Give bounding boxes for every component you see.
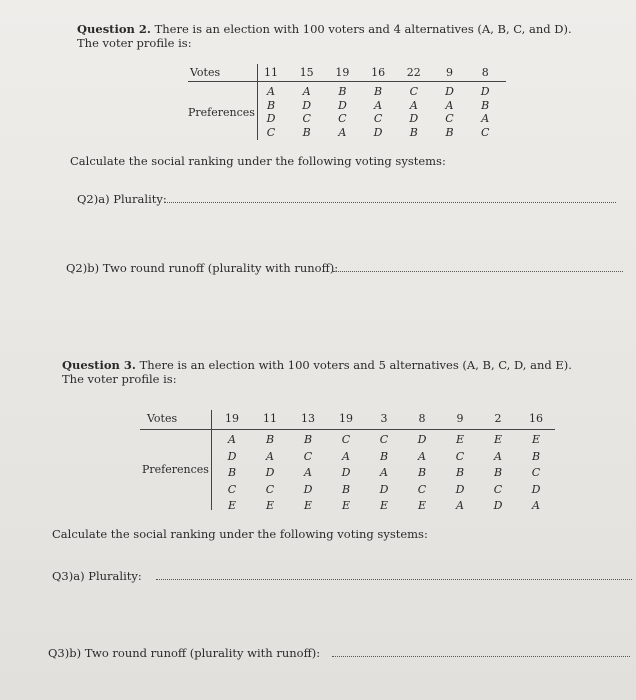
votes-count-col-1: 11 [264, 66, 278, 79]
votes-label: Votes [190, 66, 221, 79]
preference-cell: D [455, 482, 465, 496]
votes-count-col-1: 19 [225, 412, 239, 425]
preference-cell: E [493, 433, 503, 446]
votes-count-col-5: 22 [406, 66, 421, 79]
preference-cell: B [227, 466, 237, 479]
preferences-label: Preferences [142, 463, 209, 476]
preference-cell: A [374, 98, 383, 112]
q2b-runoff-label: Q2)b) Two round runoff (plurality with runoff): [66, 261, 339, 275]
preference-cell: E [265, 499, 275, 512]
table-divider-vertical [211, 410, 212, 510]
preference-cell: C [338, 112, 347, 125]
preference-cell: A [266, 449, 274, 463]
preference-cell: C [409, 85, 418, 98]
preference-cell: B [265, 433, 275, 446]
preference-cell: D [417, 433, 427, 446]
preference-cell: C [227, 482, 237, 496]
preferences-label: Preferences [188, 106, 255, 119]
question-3-text-line2: The voter profile is: [62, 372, 177, 386]
votes-count-col-6: 8 [418, 412, 426, 425]
votes-label: Votes [147, 412, 178, 425]
preference-cell: D [480, 85, 490, 98]
votes-count-col-9: 16 [529, 412, 543, 425]
question-2-text-line2: The voter profile is: [77, 36, 192, 50]
preference-cell: D [379, 482, 389, 496]
question-2-heading: Question 2. [77, 22, 151, 36]
q3a-answer-line[interactable] [156, 579, 632, 580]
preference-cell: E [417, 499, 427, 512]
votes-count-col-7: 9 [456, 412, 464, 425]
preference-cell: D [409, 112, 419, 125]
preference-cell: E [303, 499, 313, 512]
preference-cell: D [302, 98, 312, 112]
preference-cell: E [531, 433, 541, 446]
preference-cell: A [338, 125, 347, 139]
question-3-text-line1: There is an election with 100 voters and 5 alternatives (A, B, C, D, and E). [139, 358, 572, 372]
preference-cell: D [493, 499, 503, 512]
preference-cell: A [304, 466, 312, 479]
preference-cell: D [303, 482, 313, 496]
preference-cell: B [374, 85, 383, 98]
preference-cell: C [455, 449, 465, 463]
preference-cell: D [445, 85, 454, 98]
preference-cell: B [303, 433, 313, 446]
question-3-calc-instruction: Calculate the social ranking under the following voting systems: [52, 527, 428, 541]
preference-cell: A [228, 433, 236, 446]
q3a-plurality-label: Q3)a) Plurality: [52, 569, 142, 583]
preference-cell: A [267, 85, 275, 98]
preference-cell: D [227, 449, 237, 463]
preference-cell: D [373, 125, 383, 139]
preference-cell: C [417, 482, 427, 496]
preference-cell: E [455, 433, 465, 446]
preference-cell: A [380, 466, 388, 479]
preference-cell: D [337, 98, 347, 112]
preference-cell: B [455, 466, 465, 479]
preference-cell: B [302, 125, 311, 139]
preference-cell: B [493, 466, 503, 479]
q2a-plurality-label: Q2)a) Plurality: [77, 192, 167, 206]
votes-count-col-4: 19 [339, 412, 353, 425]
preference-cell: A [302, 85, 311, 98]
question-2-text-line1: There is an election with 100 voters and 4 alternatives (A, B, C, and D). [154, 22, 572, 36]
question-2-calc-instruction: Calculate the social ranking under the following voting systems: [70, 154, 446, 168]
votes-count-col-2: 15 [299, 66, 314, 79]
preference-cell: B [409, 125, 418, 139]
preference-cell: D [341, 466, 351, 479]
preference-cell: B [338, 85, 347, 98]
votes-count-col-6: 9 [446, 66, 453, 79]
preference-cell: E [341, 499, 351, 512]
q3b-runoff-label: Q3)b) Two round runoff (plurality with runoff): [48, 646, 321, 660]
votes-count-col-7: 8 [481, 66, 489, 79]
preference-cell: C [379, 433, 389, 446]
preference-cell: B [341, 482, 351, 496]
preference-cell: D [531, 482, 541, 496]
preference-cell: C [493, 482, 503, 496]
votes-count-col-8: 2 [494, 412, 502, 425]
preference-cell: C [303, 449, 313, 463]
q3b-answer-line[interactable] [332, 656, 630, 657]
preference-cell: C [373, 112, 383, 125]
preference-cell: C [341, 433, 351, 446]
votes-count-col-3: 19 [335, 66, 350, 79]
votes-count-col-5: 3 [380, 412, 388, 425]
votes-count-col-3: 13 [301, 412, 315, 425]
preference-cell: C [302, 112, 311, 125]
preference-cell: C [480, 125, 490, 139]
preference-cell: A [409, 98, 418, 112]
preference-cell: A [342, 449, 350, 463]
preference-cell: E [379, 499, 389, 512]
preference-cell: B [481, 98, 490, 112]
preference-cell: B [531, 449, 541, 463]
question-3-heading: Question 3. [62, 358, 136, 372]
preference-cell: E [227, 499, 237, 512]
preference-cell: B [417, 466, 427, 479]
preference-cell: A [456, 499, 464, 512]
preference-cell: A [532, 499, 540, 512]
preference-cell: C [445, 112, 454, 125]
preference-cell: A [481, 112, 490, 125]
preference-cell: A [445, 98, 454, 112]
preference-cell: D [265, 466, 275, 479]
votes-count-col-2: 11 [263, 412, 277, 425]
preference-cell: C [266, 125, 276, 139]
preference-cell: A [494, 449, 502, 463]
preference-cell: A [418, 449, 426, 463]
preference-cell: D [266, 112, 276, 125]
preference-cell: B [379, 449, 389, 463]
preference-cell: B [445, 125, 454, 139]
table-divider-horizontal [140, 429, 555, 430]
preference-cell: C [265, 482, 275, 496]
votes-count-col-4: 16 [371, 66, 386, 79]
preference-cell: C [531, 466, 541, 479]
preference-cell: B [266, 98, 276, 112]
